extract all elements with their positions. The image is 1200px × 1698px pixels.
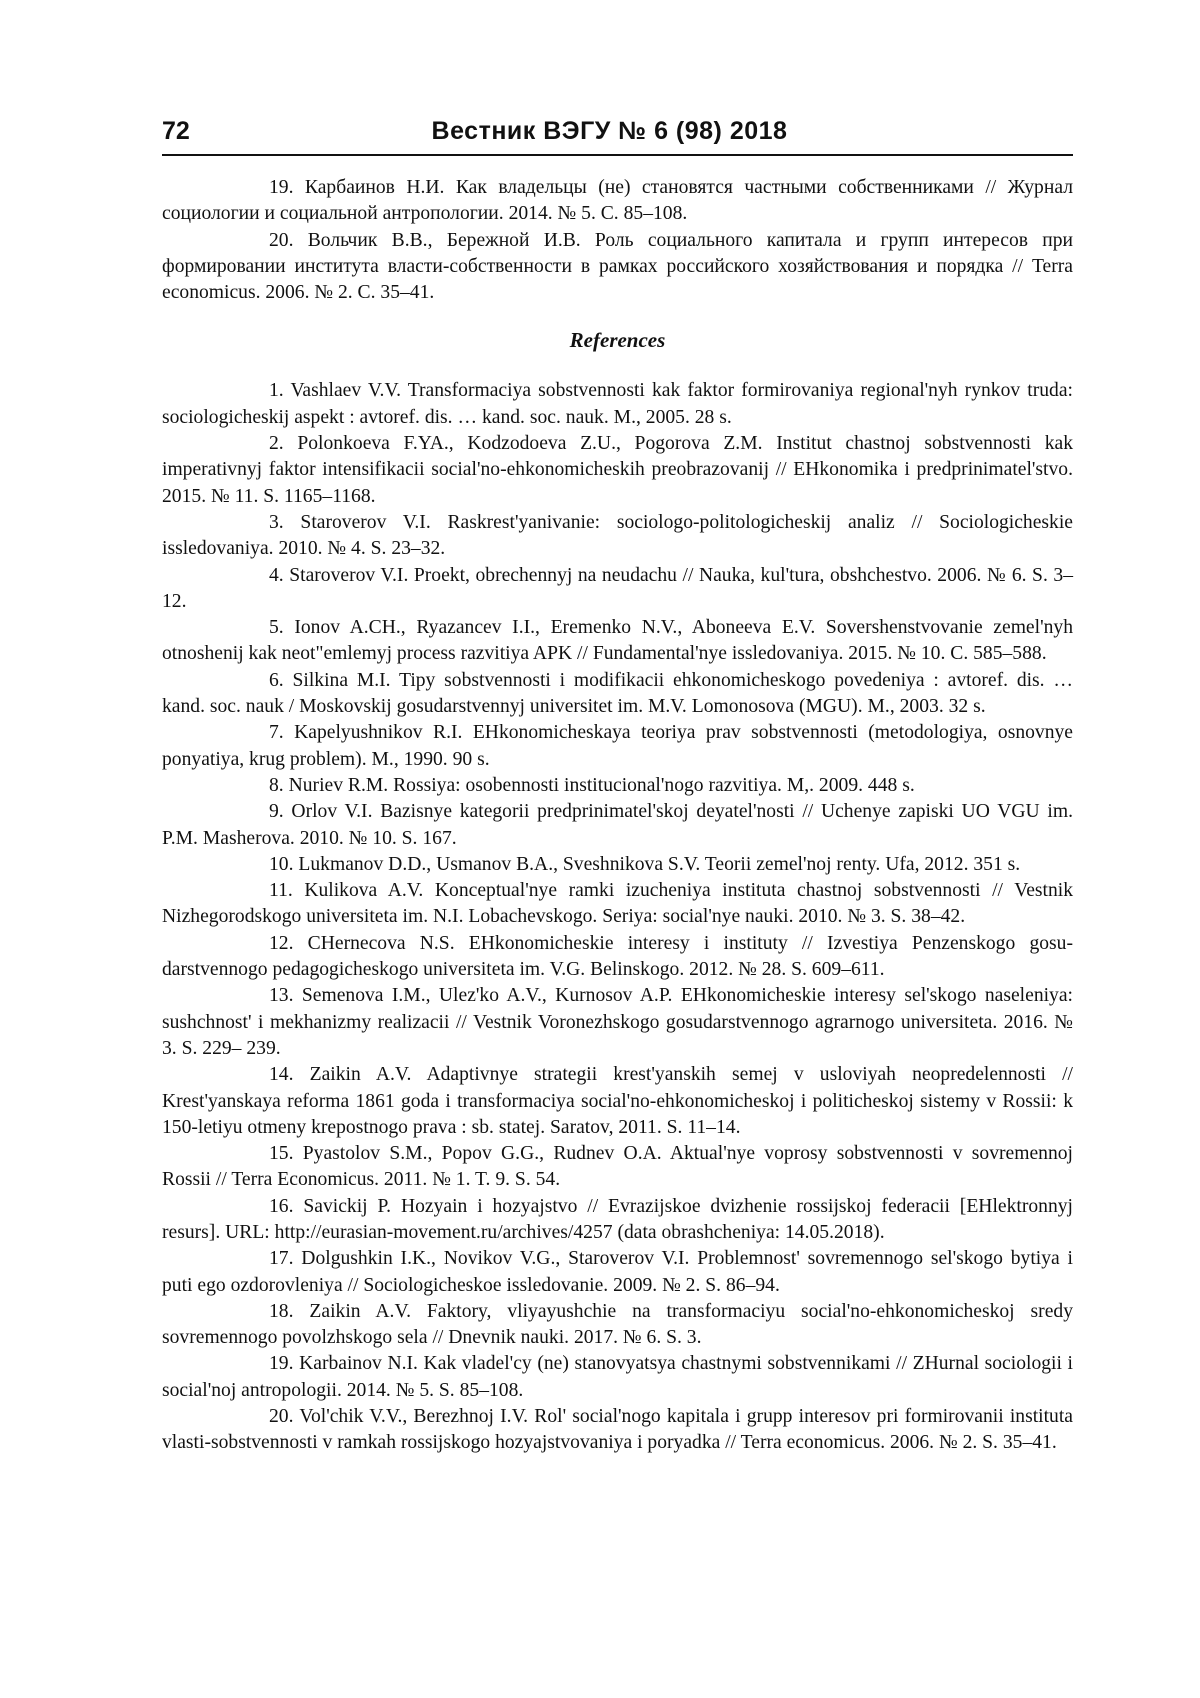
reference-item-16: 16. Savickij P. Hozyain i hozyajstvo // Evrazijskoe dvizhenie rossijskoj federacii [EHlektronnyj resurs]. URL: http://eurasian-movement.ru/archives/4257 (data obrashcheniya: 14.05.2018). [162,1195,1073,1243]
running-header [162,116,1057,146]
reference-item-13: 13. Semenova I.M., Ulez'ko A.V., Kurnosov A.P. EHkonomicheskie interesy sel'skogo naseleniya: sushchnost' i mekhanizmy realizacii // Vestnik Voronezhskogo gosudarstvennogo agrarnogo universiteta. 2016. № 3. S. 229– 239. [162,985,1073,1059]
article-body [162,175,1073,1457]
russian-ref-20: 20. Вольчик В.В., Бережной И.В. Роль социального капитала и групп интересов при формировании института власти-собственности в рамках российского хозяйствования и порядка // Terra economicus. 2006. № 2. С. 35–41. [162,229,1073,304]
reference-item-10: 10. Lukmanov D.D., Usmanov B.A., Sveshnikova S.V. Teorii zemel'noj renty. Ufa, 2012. 351 s. [269,853,1021,875]
reference-item-15: 15. Pyastolov S.M., Popov G.G., Rudnev O.A. Aktual'nye voprosy sobstvennosti v sovremennoj Rossii // Terra Economicus. 2011. № 1. T. 9. S. 54. [162,1143,1073,1191]
russian-ref-19: 19. Карбаинов Н.И. Как владельцы (не) становятся частными собственниками // Журнал социологии и социальной антропологии. 2014. № 5. С. 85–108. [162,177,1073,225]
reference-item-8: 8. Nuriev R.M. Rossiya: osobennosti institucional'nogo razvitiya. M,. 2009. 448 s. [269,774,915,796]
header-rule [162,154,1073,156]
reference-item-4: 4. Staroverov V.I. Proekt, obrechennyj na neudachu // Nauka, kul'tura, obshchestvo. 2006. № 6. S. 3–12. [162,564,1073,612]
reference-item-19: 19. Karbainov N.I. Kak vladel'cy (ne) stanovyatsya chastnymi sobstvennikami // ZHurnal sociologii i social'noj antropologii. 2014. № 5. S. 85–108. [162,1353,1073,1401]
reference-item-7: 7. Kapelyushnikov R.I. EHkonomicheskaya teoriya prav sobstvennosti (metodologiya, osnovnye ponyatiya, krug problem). M., 1990. 90 s. [162,722,1073,770]
reference-item-18: 18. Zaikin A.V. Faktory, vliyayushchie na transformaciyu social'no-ehkonomicheskoj sredy sovremennogo povolzhskogo sela // Dnevnik nauki. 2017. № 6. S. 3. [162,1300,1073,1349]
reference-item-3: 3. Staroverov V.I. Raskrest'yanivanie: sociologo-politologicheskij analiz // Sociologicheskie issledovaniya. 2010. № 4. S. 23–32. [162,511,1073,560]
reference-item-20: 20. Vol'chik V.V., Berezhnoj I.V. Rol' social'nogo kapitala i grupp interesov pri formirovanii instituta vlasti-sobstvennosti v ramkah rossijskogo hozyajstvovaniya i poryadka // Terra economicus. 2006. № 2. S. 35–41. [162,1406,1073,1454]
journal-title: Вестник ВЭГУ № 6 (98) 2018 [431,117,788,145]
reference-item-6: 6. Silkina M.I. Tipy sobstvennosti i modifikacii ehkonomicheskogo povedeniya : avtoref. dis. … kand. soc. nauk / Moskovskij gosudarstvennyj universitet im. M.V. Lomonosova (MGU). M., 2003. 32 s. [162,669,1073,718]
reference-item-11: 11. Kulikova A.V. Konceptual'nye ramki izucheniya instituta chastnoj sobstvennosti // Vestnik Nizhegorodskogo universiteta im. N.I. Lobachevskogo. Seriya: social'nye nauki. 2010. № 3. S. 38–42. [162,880,1073,928]
reference-item-2: 2. Polonkoeva F.YA., Kodzodoeva Z.U., Pogorova Z.M. Institut chastnoj sobstvennosti kak imperativnyj faktor intensifikacii social'no-ehkonomicheskih preobrazovanij // EHkonomika i predprinimatel'stvo. 2015. № 11. S. 1165–1168. [162,433,1073,507]
reference-item-12: 12. CHernecova N.S. EHkonomicheskie interesy i instituty // Izvestiya Penzenskogo gosudarstvennogo pedagogicheskogo universiteta im. V.G. Belinskogo. 2012. № 28. S. 609–611. [162,932,1073,981]
reference-item-1: 1. Vashlaev V.V. Transformaciya sobstvennosti kak faktor formirovaniya regional'nyh rynkov truda: sociologicheskij aspekt : avtoref. dis. … kand. soc. nauk. M., 2005. 28 s. [162,380,1073,428]
references-heading: References [569,328,666,353]
page-number: 72 [162,117,190,145]
reference-item-5: 5. Ionov A.CH., Ryazancev I.I., Eremenko N.V., Aboneeva E.V. Sovershenstvovanie zemel'nyh otnoshenij kak neot"emlemyj process razvitiya APK // Fundamental'nye issledovaniya. 2015. № 10. C. 585–588. [162,617,1073,665]
reference-item-14: 14. Zaikin A.V. Adaptivnye strategii krest'yanskih semej v usloviyah neopredelennosti // Krest'yanskaya reforma 1861 goda i transformaciya social'no-ehkonomicheskoj i politicheskoj sistemy v Rossii: k 150-letiyu otmeny krepostnogo prava : sb. statej. Saratov, 2011. S. 11–14. [162,1064,1073,1138]
reference-item-9: 9. Orlov V.I. Bazisnye kategorii predprinimatel'skoj deyatel'nosti // Uchenye zapiski UO VGU im. P.M. Masherova. 2010. № 10. S. 167. [162,801,1073,849]
reference-item-17: 17. Dolgushkin I.K., Novikov V.G., Staroverov V.I. Problemnost' sovremennogo sel'skogo bytiya i puti ego ozdorovleniya // Sociologicheskoe issledovanie. 2009. № 2. S. 86–94. [162,1248,1073,1296]
